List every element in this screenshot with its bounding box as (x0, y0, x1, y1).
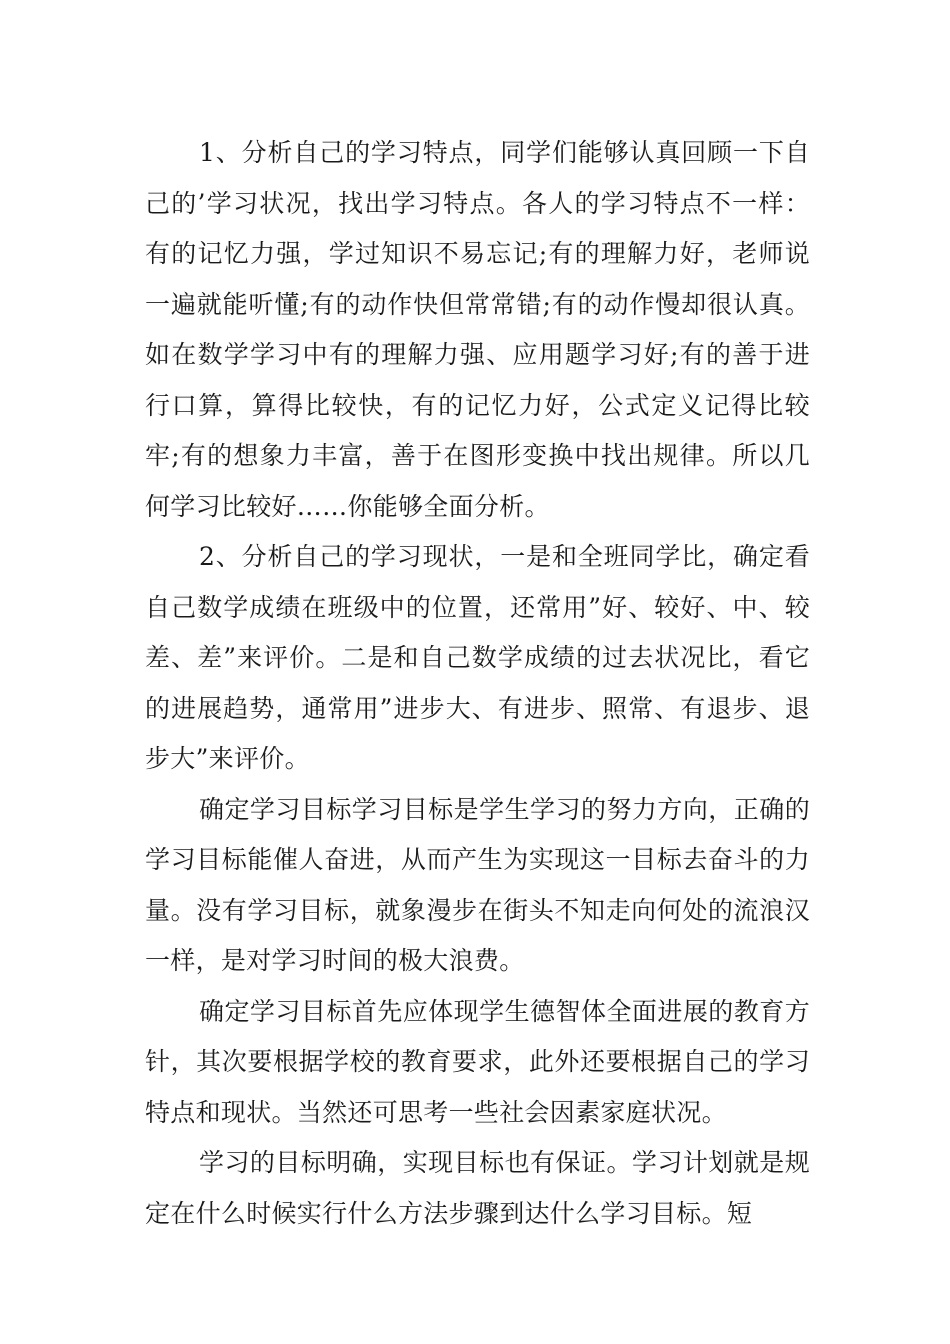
paragraph-study-plan: 学习的目标明确，实现目标也有保证。学习计划就是规定在什么时候实行什么方法步骤到达什么学习目标。短 (145, 1148, 810, 1228)
document-body (145, 128, 810, 1239)
paragraph-learning-traits: 1、分析自己的学习特点，同学们能够认真回顾一下自己的’学习状况，找出学习特点。各人的学习特点不一样：有的记忆力强，学过知识不易忘记;有的理解力好，老师说一遍就能听懂;有的动作快但常常错;有的动作慢却很认真。如在数学学习中有的理解力强、应用题学习好;有的善于进行口算，算得比较快，有的记忆力好，公式定义记得比较牢;有的想象力丰富，善于在图形变换中找出规律。所以几何学习比较好……你能够全面分析。 (145, 138, 810, 521)
paragraph-learning-status: 2、分析自己的学习现状，一是和全班同学比，确定看自己数学成绩在班级中的位置，还常用”好、较好、中、较差、差”来评价。二是和自己数学成绩的过去状况比，看它的进展趋势，通常用”进步大、有进步、照常、有退步、退步大”来评价。 (145, 542, 810, 773)
paragraph-learning-goals: 确定学习目标学习目标是学生学习的努力方向，正确的学习目标能催人奋进，从而产生为实现这一目标去奋斗的力量。没有学习目标，就象漫步在街头不知走向何处的流浪汉一样，是对学习时间的极大浪费。 (145, 794, 810, 975)
paragraph-goal-basis: 确定学习目标首先应体现学生德智体全面进展的教育方针，其次要根据学校的教育要求，此外还要根据自己的学习特点和现状。当然还可思考一些社会因素家庭状况。 (145, 996, 810, 1127)
